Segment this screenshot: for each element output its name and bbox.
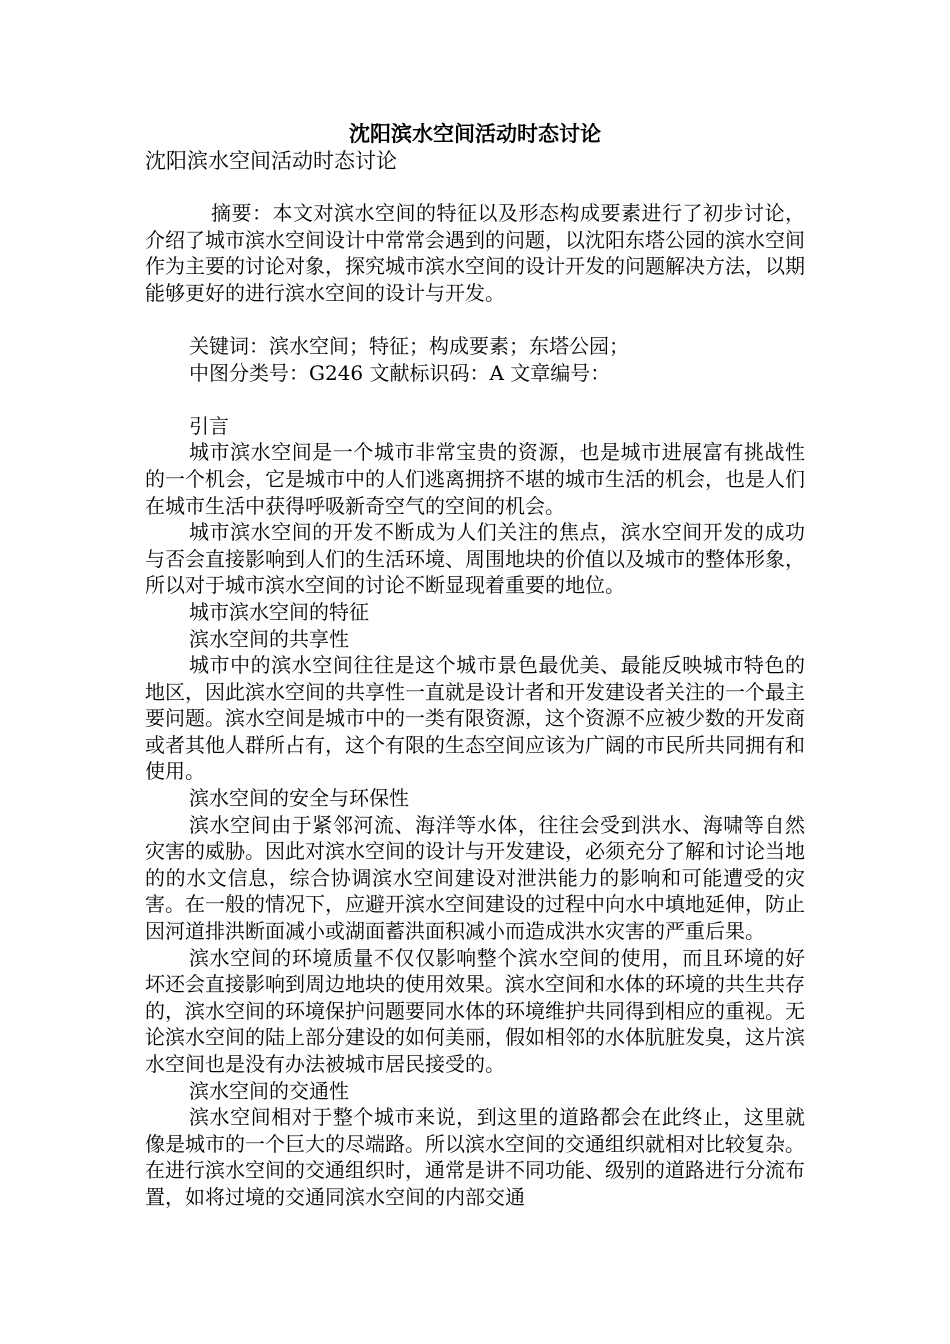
classification-line: 中图分类号：G246 文献标识码：A 文章编号： xyxy=(189,360,611,385)
spacer xyxy=(145,306,805,333)
body-paragraph: 滨水空间的环境质量不仅仅影响整个滨水空间的使用，而且环境的好坏还会直接影响到周边地块的使用效果。滨水空间和水体的环境的共生共存的，滨水空间的环境保护问题要同水体的环境维护共同得到相应的重视。无论滨水空间的陆上部分建设的如何美丽，假如相邻的水体肮脏发臭，这片滨水空间也是没有办法被城市居民接受的。 xyxy=(145,945,805,1076)
keywords-line: 关键词：滨水空间；特征；构成要素；东塔公园； xyxy=(189,333,629,358)
intro-heading: 引言 xyxy=(189,413,229,438)
document-body xyxy=(145,200,805,1211)
body-paragraph: 城市滨水空间的开发不断成为人们关注的焦点，滨水空间开发的成功与否会直接影响到人们的生活环境、周围地块的价值以及城市的整体形象，所以对于城市滨水空间的讨论不断显现着重要的地位。 xyxy=(145,520,805,598)
spacer xyxy=(145,386,805,413)
body-paragraph: 滨水空间相对于整个城市来说，到这里的道路都会在此终止，这里就像是城市的一个巨大的尽端路。所以滨水空间的交通组织就相对比较复杂。在进行滨水空间的交通组织时，通常是讲不同功能、级别的道路进行分流布置，如将过境的交通同滨水空间的内部交通 xyxy=(145,1105,805,1209)
body-paragraph: 城市滨水空间是一个城市非常宝贵的资源，也是城市进展富有挑战性的一个机会，它是城市中的人们逃离拥挤不堪的城市生活的机会，也是人们在城市生活中获得呼吸新奇空气的空间的机会。 xyxy=(145,440,805,518)
section-heading: 城市滨水空间的特征 xyxy=(189,599,369,624)
body-paragraph: 滨水空间由于紧邻河流、海洋等水体，往往会受到洪水、海啸等自然灾害的威胁。因此对滨水空间的设计与开发建设，必须充分了解和讨论当地的的水文信息，综合协调滨水空间建设对泄洪能力的影响和可能遭受的灾害。在一般的情况下，应避开滨水空间建设的过程中向水中填地延伸，防止因河道排洪断面减小或湖面蓄洪面积减小而造成洪水灾害的严重后果。 xyxy=(145,812,805,944)
subsection-heading: 滨水空间的交通性 xyxy=(189,1078,349,1103)
subsection-heading: 滨水空间的安全与环保性 xyxy=(189,786,409,811)
subsection-heading: 滨水空间的共享性 xyxy=(189,626,349,651)
document-subtitle: 沈阳滨水空间活动时态讨论 xyxy=(145,149,397,173)
document-title: 沈阳滨水空间活动时态讨论 xyxy=(349,122,601,146)
body-paragraph: 城市中的滨水空间往往是这个城市景色最优美、最能反映城市特色的地区，因此滨水空间的共享性一直就是设计者和开发建设者关注的一个最主要问题。滨水空间是城市中的一类有限资源，这个资源不应被少数的开发商或者其他人群所占有，这个有限的生态空间应该为广阔的市民所共同拥有和使用。 xyxy=(145,653,805,784)
abstract-paragraph: 摘要：本文对滨水空间的特征以及形态构成要素进行了初步讨论，介绍了城市滨水空间设计中常常会遇到的问题，以沈阳东塔公园的滨水空间作为主要的讨论对象，探究城市滨水空间的设计开发的问题解决方法，以期能够更好的进行滨水空间的设计与开发。 xyxy=(145,201,805,305)
